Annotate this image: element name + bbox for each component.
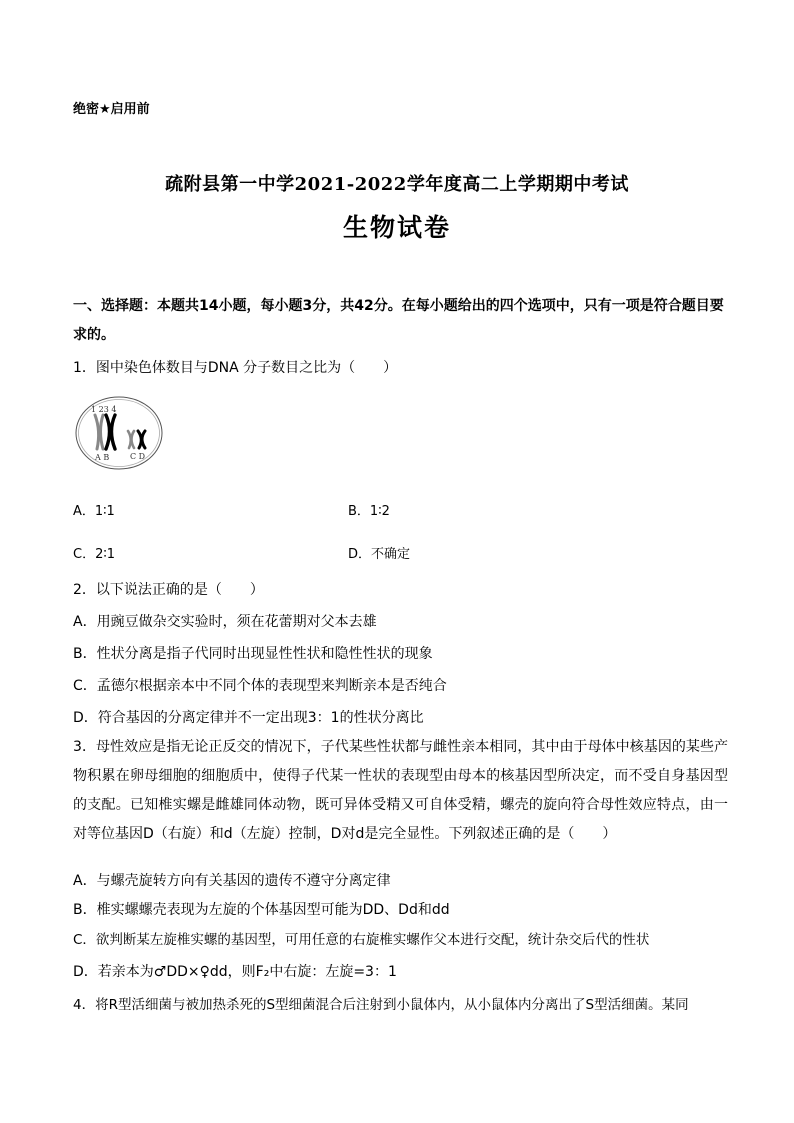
section-instructions: 一、选择题：本题共14小题，每小题3分，共42分。在每小题给出的四个选项中，只有一项是符合题目要求的。 <box>73 298 724 343</box>
question-2-option-c: C．孟德尔根据亲本中不同个体的表现型来判断亲本是否纯合 <box>73 678 447 694</box>
question-1-option-b: B．1∶2 <box>348 504 390 519</box>
figure-label-left: A B <box>95 453 110 462</box>
question-3-stem: 3．母性效应是指无论正反交的情况下，子代某些性状都与雌性亲本相同，其中由于母体中核基因的某些产物积累在卵母细胞的细胞质中，使得子代某一性状的表现型由母本的核基因型所决定，而不受自身基因型的支配。已知椎实螺是雌雄同体动物，既可异体受精又可自体受精，螺壳的旋向符合母性效应特点，由一对等位基因D（右旋）和d（左旋）控制，D对d是完全显性。下列叙述正确的是（ ） <box>73 739 728 842</box>
question-2-option-b: B．性状分离是指子代同时出现显性性状和隐性性状的现象 <box>73 646 433 662</box>
figure-label-right: C D <box>130 452 146 461</box>
question-3-option-d: D．若亲本为♂DD×♀dd，则F₂中右旋：左旋=3：1 <box>73 964 397 980</box>
figure-label-top: 1 23 4 <box>91 405 117 414</box>
question-1-option-c: C．2∶1 <box>73 547 116 562</box>
question-3-option-b: B．椎实螺螺壳表现为左旋的个体基因型可能为DD、Dd和dd <box>73 902 450 918</box>
secret-mark: 绝密★启用前 <box>73 102 150 117</box>
question-2-stem: 2．以下说法正确的是（ ） <box>73 582 264 598</box>
chromosome-figure <box>73 393 165 471</box>
exam-title: 疏附县第一中学2021-2022学年度高二上学期期中考试 <box>165 174 629 195</box>
question-2-option-d: D．符合基因的分离定律并不一定出现3：1的性状分离比 <box>73 710 424 726</box>
question-1-option-d: D．不确定 <box>348 547 411 562</box>
question-1-option-a: A．1∶1 <box>73 504 115 519</box>
question-3-option-a: A．与螺壳旋转方向有关基因的遗传不遵守分离定律 <box>73 873 391 889</box>
question-1-stem: 1．图中染色体数目与DNA 分子数目之比为（ ） <box>73 360 398 376</box>
question-3-option-c: C．欲判断某左旋椎实螺的基因型，可用任意的右旋椎实螺作父本进行交配，统计杂交后代的性状 <box>73 932 650 948</box>
subject-title: 生物试卷 <box>342 213 451 242</box>
question-4-stem: 4．将R型活细菌与被加热杀死的S型细菌混合后注射到小鼠体内，从小鼠体内分离出了S型活细菌。某同 <box>73 997 689 1013</box>
question-2-option-a: A．用豌豆做杂交实验时，须在花蕾期对父本去雄 <box>73 614 377 630</box>
